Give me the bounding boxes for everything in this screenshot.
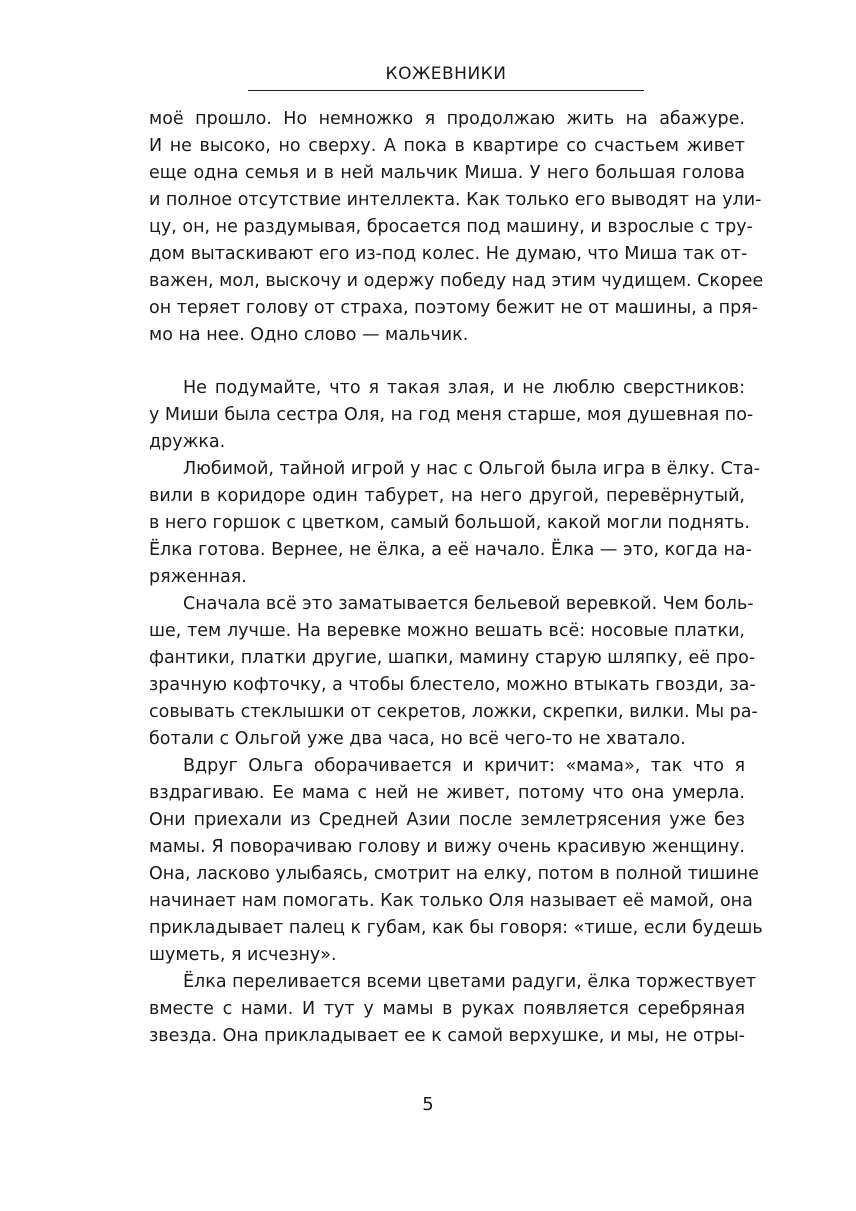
text-line: шуметь, я исчезну». [149, 945, 337, 965]
paragraph-5 [149, 753, 763, 969]
running-head: КОЖЕВНИКИ [385, 64, 507, 84]
text-line: Они приехали из Средней Азии после землетрясения уже без [149, 810, 745, 830]
text-line: вместе с нами. И тут у мамы в руках появляется серебряная [149, 999, 745, 1019]
text-line: цу, он, не раздумывая, бросается под машину, и взрослые с тру- [149, 217, 753, 237]
text-line: ряженная. [149, 567, 247, 587]
text-line: Не подумайте, что я такая злая, и не люблю сверстников: [183, 378, 745, 398]
paragraph-1 [149, 106, 764, 349]
text-line: и полное отсутствие интеллекта. Как только его выводят на ули- [149, 190, 762, 210]
text-line: ботали с Ольгой уже два часа, но всё чего-то не хватало. [149, 729, 686, 749]
text-line: совывать стеклышки от секретов, ложки, скрепки, вилки. Мы ра- [149, 702, 758, 722]
text-line: фантики, платки другие, шапки, мамину старую шляпку, её про- [149, 648, 756, 668]
paragraph-3 [149, 456, 761, 591]
text-line: вили в коридоре один табурет, на него другой, перевёрнутый, [149, 486, 745, 506]
text-line: мамы. Я поворачиваю голову и вижу очень красивую женщину. [149, 837, 745, 857]
text-line: дружка. [149, 432, 226, 452]
body-text [149, 106, 764, 1050]
header-rule [248, 90, 644, 91]
text-line: начинает нам помогать. Как только Оля называет её мамой, она [149, 891, 753, 911]
paragraph-6 [149, 969, 757, 1050]
text-line: в него горшок с цветком, самый большой, какой могли поднять. [149, 513, 750, 533]
text-line: Ёлка переливается всеми цветами радуги, ёлка торжествует [183, 972, 757, 992]
text-line: звезда. Она прикладывает ее к самой верхушке, и мы, не отры- [149, 1026, 745, 1046]
text-line: Ёлка готова. Вернее, не ёлка, а её начало. Ёлка — это, когда на- [149, 540, 752, 560]
text-line: вздрагиваю. Ее мама с ней не живет, потому что она умерла. [149, 783, 745, 803]
text-line: Она, ласково улыбаясь, смотрит на елку, потом в полной тишине [149, 864, 759, 884]
text-line: он теряет голову от страха, поэтому бежит не от машины, а пря- [149, 298, 759, 318]
text-line: Сначала всё это заматывается бельевой веревкой. Чем боль- [183, 594, 754, 614]
section-break [149, 349, 745, 375]
page-number: 5 [422, 1094, 434, 1115]
text-line: моё прошло. Но немножко я продолжаю жить на абажуре. [149, 109, 745, 129]
text-line: Любимой, тайной игрой у нас с Ольгой была игра в ёлку. Ста- [183, 459, 761, 479]
text-line: еще одна семья и в ней мальчик Миша. У него большая голова [149, 163, 745, 183]
text-line: зрачную кофточку, а чтобы блестело, можно втыкать гвозди, за- [149, 675, 756, 695]
paragraph-2 [149, 375, 754, 456]
text-line: мо на нее. Одно слово — мальчик. [149, 325, 469, 345]
paragraph-4 [149, 591, 758, 753]
text-line: дом вытаскивают его из-под колес. Не думаю, что Миша так от- [149, 244, 748, 264]
text-line: прикладывает палец к губам, как бы говоря: «тише, если будешь [149, 918, 763, 938]
text-line: ше, тем лучше. На веревке можно вешать всё: носовые платки, [149, 621, 745, 641]
text-line: Вдруг Ольга оборачивается и кричит: «мама», так что я [183, 756, 745, 776]
text-line: И не высоко, но сверху. А пока в квартире со счастьем живет [149, 136, 745, 156]
text-line: у Миши была сестра Оля, на год меня старше, моя душевная по- [149, 405, 754, 425]
text-line: важен, мол, выскочу и одержу победу над этим чудищем. Скорее [149, 271, 764, 291]
